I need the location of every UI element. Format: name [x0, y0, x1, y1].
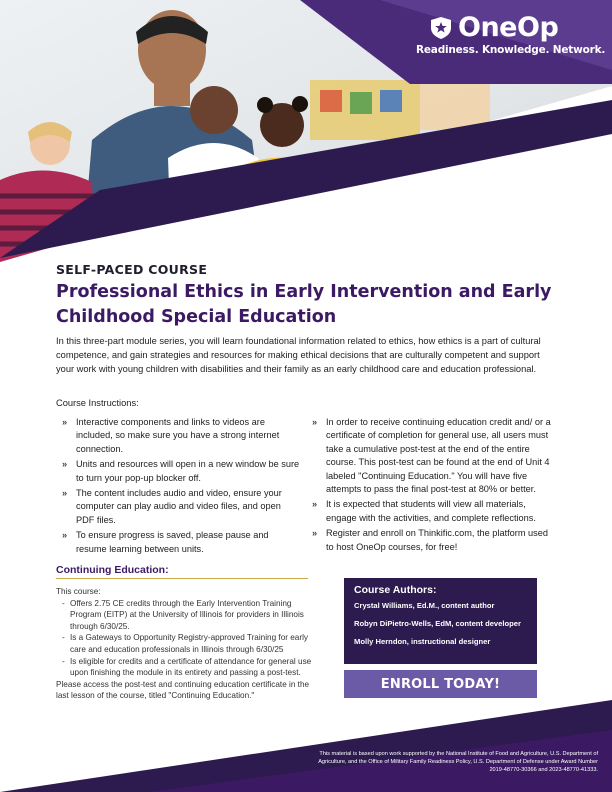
- list-item: » The content includes audio and video, ensure your computer can play audio and video files, and open PDF files.: [62, 488, 282, 525]
- list-item: » Units and resources will open in a new window be sure to turn your pop-up blocker off.: [62, 459, 300, 483]
- chevron-double-right-icon: »: [62, 417, 68, 427]
- divider: [56, 578, 308, 579]
- chevron-double-right-icon: »: [312, 499, 318, 510]
- list-item: » It is expected that students will view all materials, engage with the activities, and complete reflections.: [312, 499, 536, 523]
- hero-banner: [0, 0, 612, 268]
- brand-name: OneOp: [458, 12, 559, 43]
- brand-tagline: Readiness. Knowledge. Network.: [416, 44, 606, 56]
- shield-star-icon: [430, 16, 452, 40]
- course-intro: In this three-part module series, you will learn foundational information related to ethics, how ethics is a part of cultural competence, and gain strategies and resources for making ethical decisions that are culturally competent and support your work with young children with disabilities and their family as an early childhood care and education professional.: [56, 336, 541, 374]
- author-name: Molly Herndon, instructional designer: [354, 637, 491, 646]
- course-authors-heading: Course Authors:: [354, 584, 437, 596]
- brand-logo[interactable]: [416, 12, 606, 56]
- list-item: » To ensure progress is saved, please pause and resume learning between units.: [62, 530, 269, 554]
- enroll-button[interactable]: ENROLL TODAY!: [344, 670, 537, 698]
- course-type-label: SELF-PACED COURSE: [56, 262, 208, 277]
- continuing-education-lead: This course:: [56, 587, 101, 596]
- continuing-education-closing: Please access the post-test and continuing education certificate in the last lesson of the course, titled "Continuing Education.": [56, 679, 310, 701]
- chevron-double-right-icon: »: [312, 528, 318, 539]
- chevron-double-right-icon: »: [62, 488, 68, 499]
- chevron-double-right-icon: »: [62, 530, 68, 541]
- continuing-education-heading: Continuing Education:: [56, 564, 169, 576]
- list-item: - Offers 2.75 CE credits through the Early Intervention Training Program (EITP) at the University of Illinois for providers in Illinois through 6/30/25.: [62, 598, 304, 631]
- dash-bullet: -: [62, 633, 65, 643]
- continuing-education-list: [56, 598, 312, 679]
- course-authors-panel: [344, 578, 537, 664]
- instructions-list-right: [312, 416, 558, 556]
- list-item: » Interactive components and links to videos are included, so make sure you have a strong internet connection.: [62, 417, 280, 454]
- author-name: Robyn DiPietro-Wells, EdM, content developer: [354, 619, 521, 628]
- chevron-double-right-icon: »: [62, 459, 68, 470]
- instructions-list-left: [62, 416, 300, 558]
- funding-statement: This material is based upon work supported by the National Institute of Food and Agriculture, U.S. Department of Agriculture, and the Office of Military Family Readiness Policy, U.S. Department of Defense under Award Number 2019-48770-30366 and 2023-48770-41333.: [318, 751, 598, 773]
- list-item: » In order to receive continuing education credit and/ or a certificate of completion for general use, all users must take a cumulative post-test at the end of the entire course. This post-test can be found at the end of Unit 4 labeled "Continuing Education." You will have five attempts to pass the final post-test at 80% or better.: [312, 417, 551, 495]
- instructions-label: Course Instructions:: [56, 398, 139, 408]
- list-item: - Is eligible for credits and a certificate of attendance for general use upon finishing the module in its entirety and passing a post-test.: [62, 656, 312, 678]
- dash-bullet: -: [62, 656, 65, 666]
- list-item: » Register and enroll on Thinkific.com, the platform used to host OneOp courses, for free!: [312, 528, 548, 552]
- dash-bullet: -: [62, 598, 65, 608]
- chevron-double-right-icon: »: [312, 417, 318, 427]
- list-item: - Is a Gateways to Opportunity Registry-approved Training for early care and education professionals in Illinois through 6/30/25: [62, 633, 309, 654]
- course-title: Professional Ethics in Early Intervention and Early Childhood Special Education: [56, 282, 552, 327]
- author-name: Crystal Williams, Ed.M., content author: [354, 601, 495, 610]
